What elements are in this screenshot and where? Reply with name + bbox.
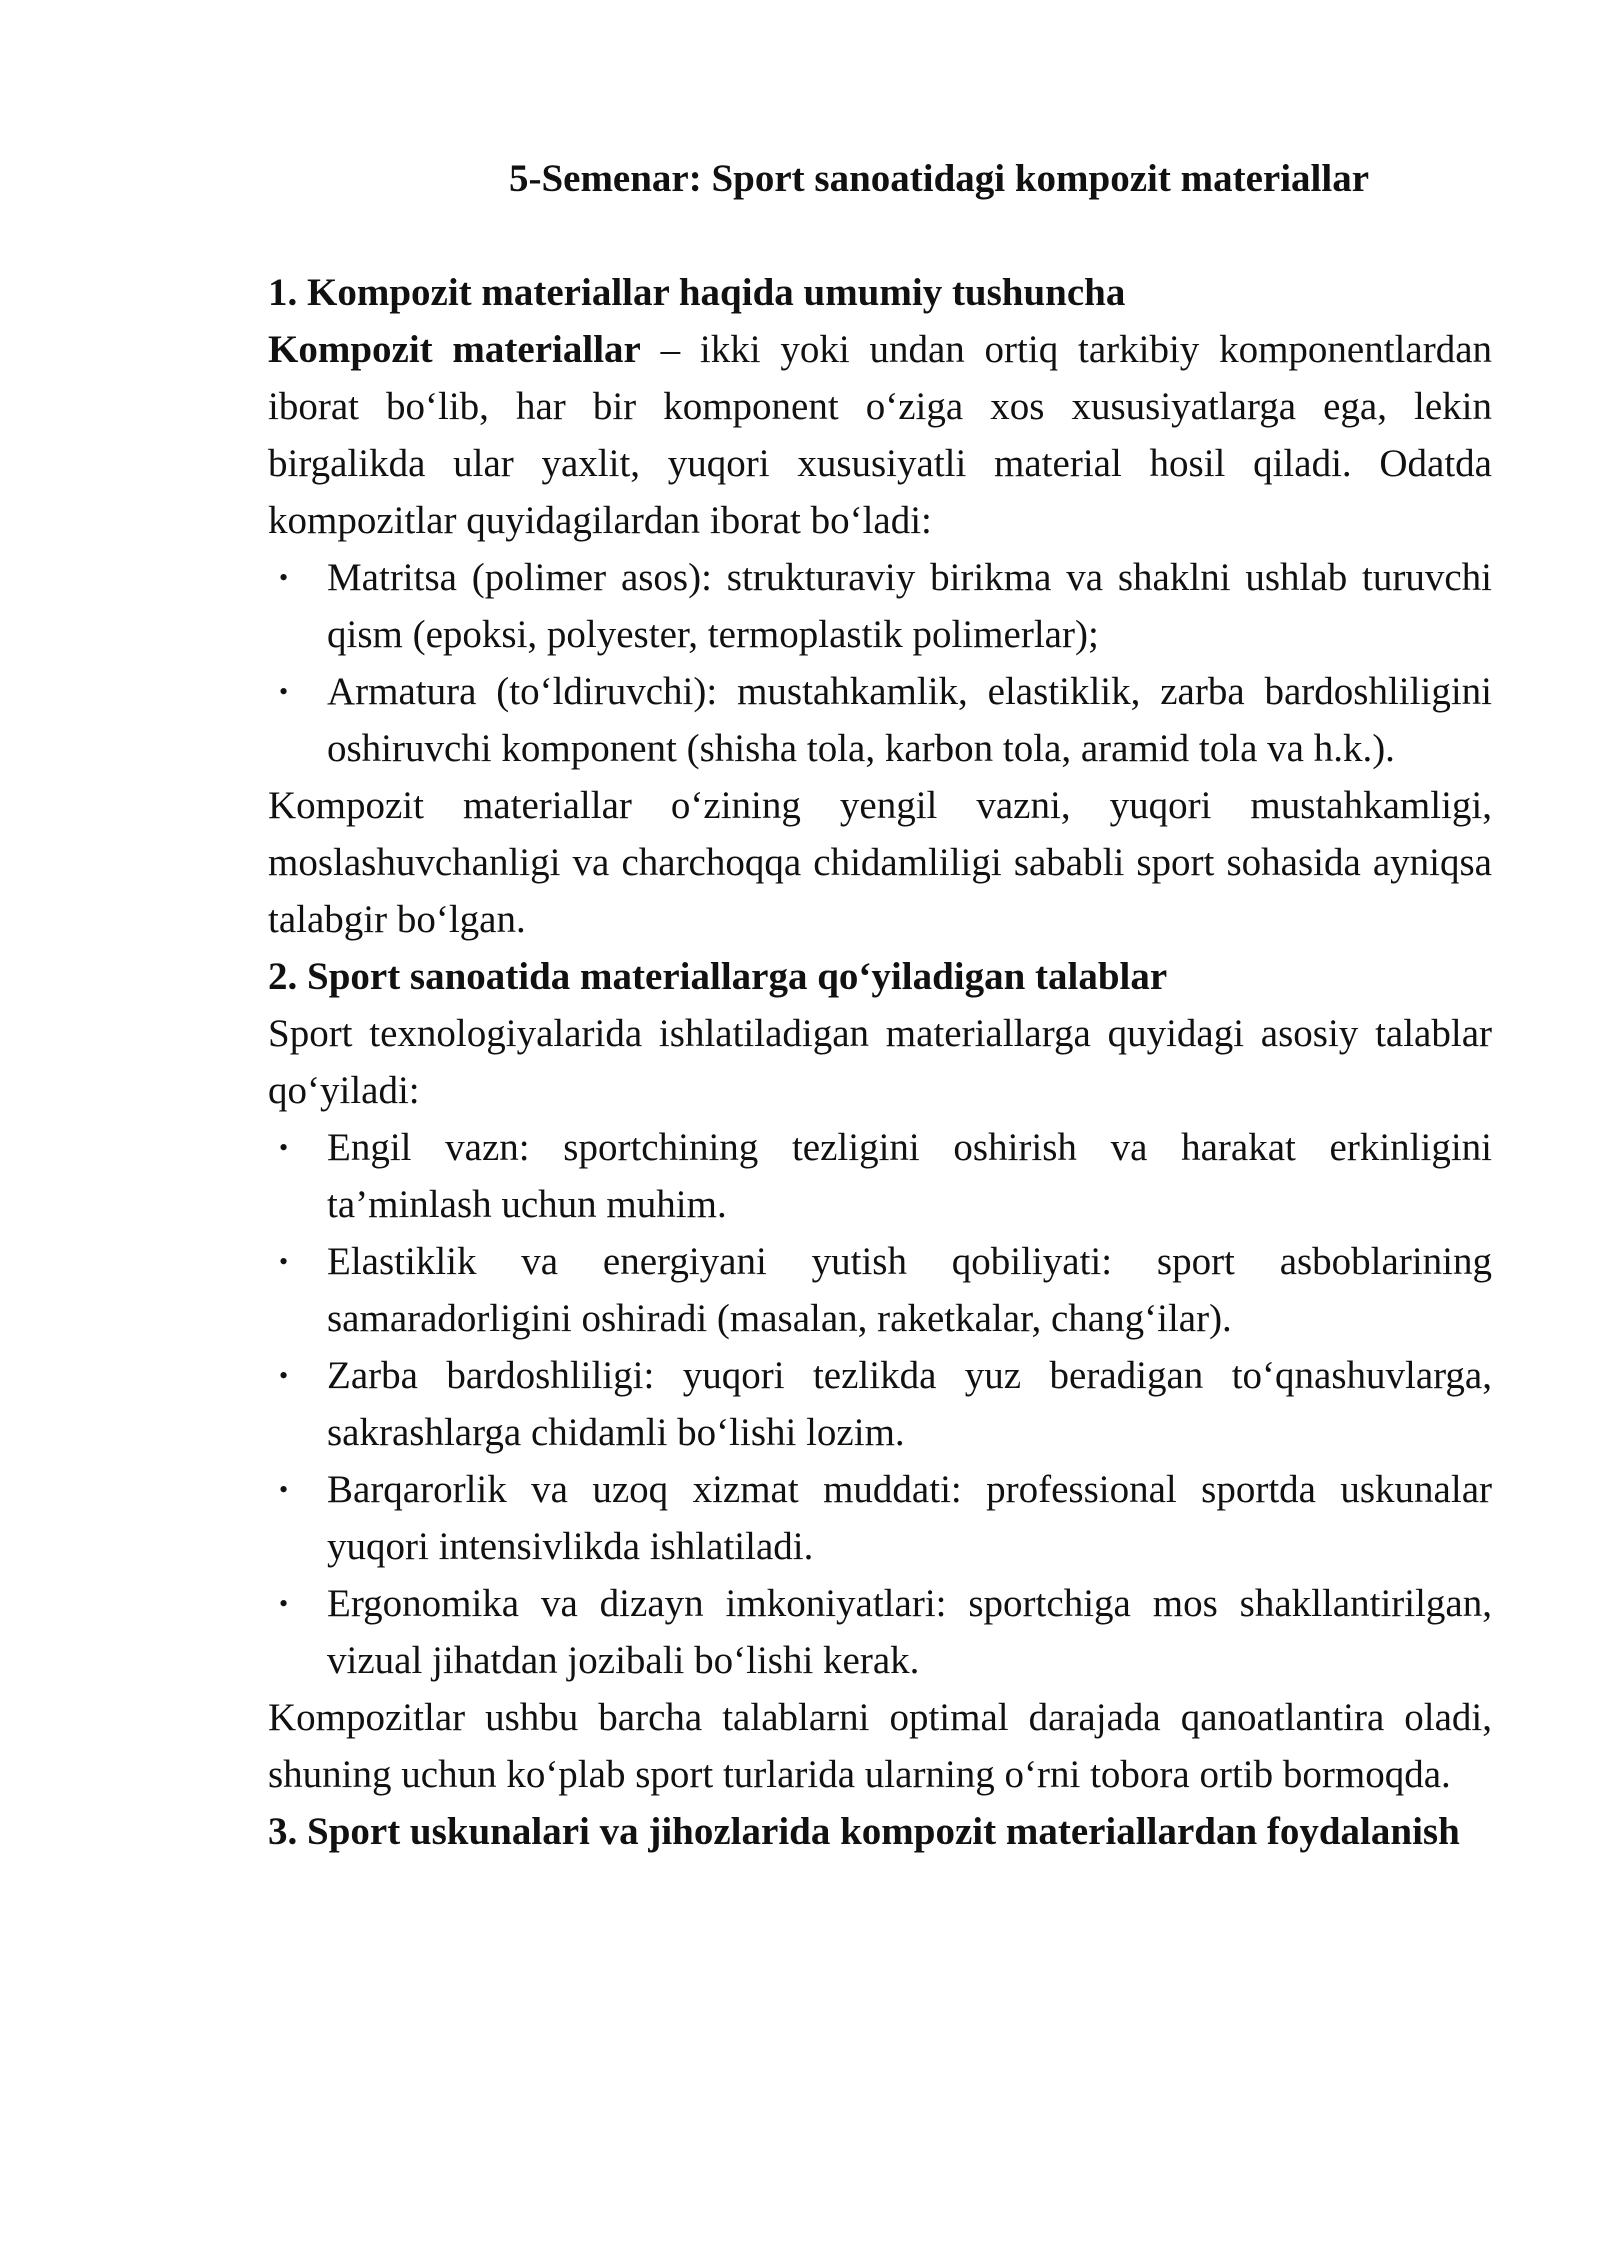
section-1-closing: Kompozit materiallar o‘zining yengil vazni, yuqori mustahkamligi, moslashuvchanligi va charchoqqa chidamliligi sababli sport sohasida ayniqsa talabgir bo‘lgan. — [268, 784, 1492, 941]
document-title: 5-Semenar: Sport sanoatidagi kompozit materiallar — [508, 157, 1370, 200]
bullet-icon: • — [279, 563, 289, 592]
bullet-icon: • — [279, 1247, 289, 1276]
list-item — [268, 663, 1492, 777]
bullet-icon: • — [279, 677, 289, 706]
section-1-intro-text: – ikki yoki undan ortiq tarkibiy komponentlardan iborat bo‘lib, har bir komponent o‘ziga xos xususiyatlarga ega, lekin birgalikda ular yaxlit, yuqori xususiyatli material hosil qiladi. Odatda kompozitlar quyidagilardan iborat bo‘ladi: — [268, 328, 1493, 542]
section-1-bullet-list — [268, 549, 1492, 777]
list-item-text: Engil vazn: sportchining tezligini oshirish va harakat erkinligini ta’minlash uchun muhim. — [327, 1126, 1492, 1226]
list-item — [268, 1119, 1492, 1233]
list-item-text: Armatura (to‘ldiruvchi): mustahkamlik, elastiklik, zarba bardoshliligini oshiruvchi komponent (shisha tola, karbon tola, aramid tola va h.k.). — [327, 670, 1492, 770]
section-2-intro: Sport texnologiyalarida ishlatiladigan materiallarga quyidagi asosiy talablar qo‘yiladi: — [268, 1012, 1492, 1112]
section-1-intro — [268, 321, 1492, 549]
section-3-heading: 3. Sport uskunalari va jihozlarida kompozit materiallardan foydalanish — [268, 1810, 1460, 1853]
section-1-heading: 1. Kompozit materiallar haqida umumiy tushuncha — [268, 271, 1126, 314]
list-item — [268, 549, 1492, 663]
list-item-text: Ergonomika va dizayn imkoniyatlari: sportchiga mos shakllantirilgan, vizual jihatdan jozibali bo‘lishi kerak. — [327, 1582, 1492, 1682]
bullet-icon: • — [279, 1475, 289, 1504]
section-2-heading: 2. Sport sanoatida materiallarga qo‘yiladigan talablar — [268, 955, 1168, 998]
document-page — [268, 150, 1492, 1860]
list-item-text: Zarba bardoshliligi: yuqori tezlikda yuz beradigan to‘qnashuvlarga, sakrashlarga chidamli bo‘lishi lozim. — [327, 1354, 1492, 1454]
list-item-text: Matritsa (polimer asos): strukturaviy birikma va shaklni ushlab turuvchi qism (epoksi, polyester, termoplastik polimerlar); — [327, 556, 1492, 656]
bullet-icon: • — [279, 1361, 289, 1390]
section-2-bullet-list — [268, 1119, 1492, 1689]
list-item-text: Elastiklik va energiyani yutish qobiliyati: sport asboblarining samaradorligini oshiradi (masalan, raketkalar, chang‘ilar). — [327, 1240, 1492, 1340]
section-2-closing: Kompozitlar ushbu barcha talablarni optimal darajada qanoatlantira oladi, shuning uchun ko‘plab sport turlarida ularning o‘rni tobora ortib bormoqda. — [268, 1696, 1492, 1796]
list-item-text: Barqarorlik va uzoq xizmat muddati: professional sportda uskunalar yuqori intensivlikda ishlatiladi. — [327, 1468, 1492, 1568]
section-1-intro-term: Kompozit materiallar — [268, 328, 641, 371]
list-item — [268, 1233, 1492, 1347]
bullet-icon: • — [279, 1133, 289, 1162]
list-item — [268, 1575, 1492, 1689]
bullet-icon: • — [279, 1589, 289, 1618]
list-item — [268, 1347, 1492, 1461]
list-item — [268, 1461, 1492, 1575]
